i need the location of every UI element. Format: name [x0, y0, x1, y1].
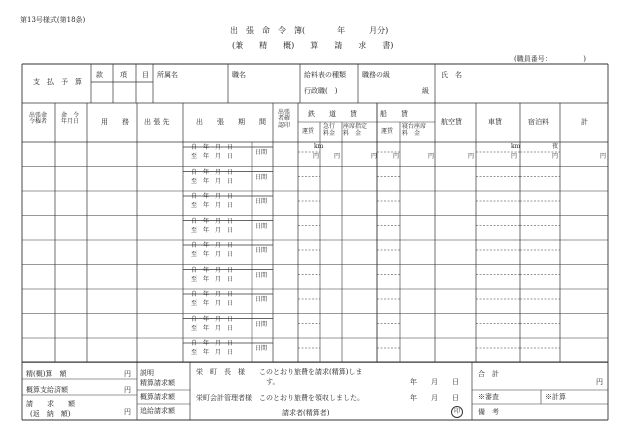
- col-ship: 船 賃: [380, 110, 408, 118]
- admin-label: 行政職( ): [304, 87, 338, 95]
- row-days-label: 日間: [255, 345, 268, 352]
- footer-note: 備 考: [478, 408, 499, 416]
- row-to-date: 至 年 月 日: [191, 177, 234, 185]
- footer-explain-b: 概算請求額: [140, 393, 175, 401]
- row-from-date: 自 年 月 日: [191, 144, 234, 151]
- row-to-date: 至 年 月 日: [191, 202, 234, 209]
- col-period: 出 張 期 間: [196, 118, 266, 126]
- col-duty: 用 務: [101, 118, 129, 126]
- rank-label: 職名: [232, 71, 246, 79]
- row-days-label: 日間: [255, 320, 268, 328]
- row-days-label: 日間: [255, 222, 268, 230]
- col-express: 急行 料金: [323, 123, 336, 137]
- name-label: 氏 名: [441, 71, 462, 79]
- row-days-label: 日間: [255, 247, 268, 254]
- footer-review: ※審査: [478, 393, 499, 401]
- row-from-date: 自 年 月 日: [191, 315, 234, 323]
- footer-claimant: 請求者(精算者): [282, 409, 330, 417]
- row-yen-seat: 円: [371, 153, 378, 160]
- col-total: 計: [581, 118, 588, 126]
- footer-settled-yen: 円: [124, 370, 131, 378]
- row-from-date: 自 年 月 日: [191, 266, 234, 274]
- footer-claim-yen: 円: [124, 408, 131, 416]
- row-yen-lodging: 円: [552, 153, 559, 160]
- row-from-date: 自 年 月 日: [191, 168, 234, 176]
- col-car: 車賃: [488, 118, 502, 126]
- row-yen-total: 円: [600, 153, 607, 160]
- col-rail-fare: 運賃: [302, 128, 315, 135]
- footer-accountant: 栄町会計管理者様 このとおり旅費を領収しました。: [196, 394, 364, 402]
- seal-mark: 印: [451, 406, 463, 418]
- row-to-date: 至 年 月 日: [191, 153, 234, 160]
- row-days-label: 日間: [255, 149, 268, 156]
- row-yen-ship: 円: [393, 153, 400, 160]
- row-days-label: 日間: [255, 271, 268, 279]
- row-to-date: 至 年 月 日: [191, 275, 234, 283]
- footer-advance-yen: 円: [124, 386, 131, 394]
- footer-settled: 精(概)算 額: [26, 370, 67, 378]
- footer-calc: ※計算: [545, 393, 566, 401]
- col-order-date: 命 令 年月日: [61, 112, 80, 125]
- row-yen-rail: 円: [313, 153, 320, 160]
- dept-label: 所属名: [157, 71, 178, 79]
- footer-explain-c: 追給請求額: [140, 407, 175, 415]
- form-subtitle: (兼 精 概) 算 請 求 書): [232, 41, 394, 50]
- kan-label: 款: [96, 71, 103, 79]
- row-days-label: 日間: [255, 296, 268, 303]
- form-number: 第13号様式(第18条): [20, 16, 86, 24]
- footer-date-1: 年 月 日: [410, 378, 459, 386]
- row-from-date: 自 年 月 日: [191, 291, 234, 298]
- row-yen-berth: 円: [428, 153, 435, 160]
- col-seat: 座席指定 料 金: [343, 123, 368, 137]
- row-from-date: 自 年 月 日: [191, 217, 234, 225]
- row-km-car: km: [511, 143, 521, 150]
- footer-explain-a: 精算請求額: [140, 379, 175, 387]
- form-title: 出 張 命 令 簿( 年 月分): [230, 26, 389, 35]
- row-days-label: 日間: [255, 173, 268, 181]
- salary-type-label: 給料表の種類: [304, 71, 346, 79]
- col-confirm: 出張 者確 認印: [278, 109, 291, 129]
- footer-claim: 請 求 額: [26, 400, 75, 408]
- col-air: 航空賃: [441, 118, 462, 126]
- row-from-date: 自 年 月 日: [191, 193, 234, 200]
- col-destination: 出 張 先: [144, 118, 170, 126]
- moku-label: 目: [142, 71, 149, 79]
- footer-claim-return: (返 納 額): [30, 410, 71, 418]
- row-from-date: 自 年 月 日: [191, 340, 234, 347]
- col-rail: 鉄 道 賃: [308, 110, 357, 118]
- footer-mayor: 栄 町 長 様 このとおり旅費を請求(精算)しま: [196, 368, 363, 376]
- row-night: 夜: [552, 143, 559, 150]
- row-to-date: 至 年 月 日: [191, 349, 234, 356]
- staff-number: (職員番号： ): [514, 55, 586, 63]
- footer-date-2: 年 月 日: [410, 394, 459, 402]
- footer-sum-yen: 円: [596, 378, 603, 386]
- row-to-date: 至 年 月 日: [191, 251, 234, 258]
- col-lodging: 宿泊料: [528, 118, 549, 126]
- kou-label: 項: [120, 71, 127, 79]
- footer-mayor-2: す。: [266, 378, 280, 386]
- row-yen-car: 円: [511, 153, 518, 160]
- budget-label: 支 払 予 算: [33, 78, 82, 86]
- footer-advance: 概算支給済額: [26, 386, 68, 394]
- row-from-date: 自 年 月 日: [191, 242, 234, 249]
- row-days-label: 日間: [255, 198, 268, 205]
- row-to-date: 至 年 月 日: [191, 226, 234, 234]
- col-berth: 寝台座席 料 金: [402, 123, 427, 137]
- row-to-date: 至 年 月 日: [191, 324, 234, 332]
- col-order-person: 出張命 令権者: [29, 112, 48, 125]
- footer-explain: 説明: [140, 369, 154, 377]
- row-yen-air: 円: [468, 153, 475, 160]
- row-to-date: 至 年 月 日: [191, 300, 234, 307]
- row-km-rail: km: [314, 143, 324, 150]
- col-ship-fare: 運賃: [381, 128, 394, 135]
- grade-unit: 級: [422, 87, 429, 95]
- row-yen-express: 円: [334, 153, 341, 160]
- footer-sum: 合 計: [478, 370, 499, 378]
- grade-label: 職務の級: [362, 71, 390, 79]
